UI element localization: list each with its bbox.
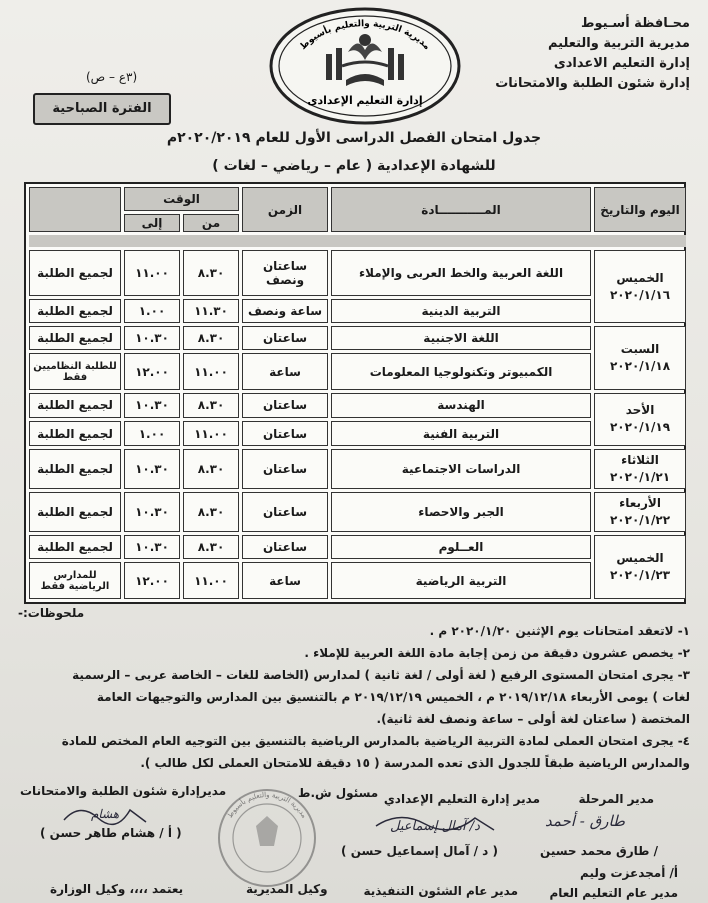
subject-cell: الكمبيوتر وتكنولوجيا المعلومات [331, 353, 591, 390]
day-date: ٢٠٢٠/١/٢٢ [609, 513, 671, 528]
stamp-text: مديرية التربية والتعليم بأسيوط [225, 790, 309, 820]
svg-text:مديرية التربية والتعليم بأسيوط [226, 791, 309, 820]
day-name: الأربعاء [619, 496, 661, 511]
table-row [29, 393, 686, 418]
day-cell [594, 449, 686, 489]
day-date: ٢٠٢٠/١/٢٣ [609, 568, 671, 583]
note-cell: لجميع الطلبة [29, 393, 121, 418]
stage-director-title: مدير المرحلة [578, 792, 654, 806]
subject-cell: الجبر والاحصاء [331, 492, 591, 532]
schedule-subtitle: للشهادة الإعدادية ( عام – رياضي – لغات ) [212, 158, 496, 174]
prep-director-title: مدير إدارة التعليم الإعدادي [383, 792, 540, 806]
note-item: لغات ) يومى الأربعاء ٢٠١٩/١٢/١٨ م ، الخميس ٢٠١٩/١٢/١٩ م بالتنسيق بين المدارس والتوجيهات العامة [96, 690, 690, 704]
note-cell: لجميع الطلبة [29, 299, 121, 323]
notes-section [10, 602, 690, 774]
header-authority [495, 14, 690, 94]
stage-director-name: / طارق محمد حسين [540, 844, 658, 858]
subject-cell: التربية الفنية [331, 421, 591, 446]
table-row [29, 299, 686, 323]
affairs-director-name: ( أ / هشام طاهر حسن ) [40, 826, 182, 840]
note-cell: لجميع الطلبة [29, 421, 121, 446]
subject-cell: العــلوم [331, 535, 591, 559]
affairs-director-signature-text: هشام [90, 807, 120, 821]
to-cell: ١٠.٣٠ [124, 393, 180, 418]
to-cell: ١٠.٣٠ [124, 535, 180, 559]
duration-cell: ساعتان [242, 492, 328, 532]
header-to: إلى [124, 214, 180, 232]
to-cell: ١٢.٠٠ [124, 353, 180, 390]
ministry-deputy-approval: يعتمد ،،،، وكيل الوزارة [50, 882, 184, 896]
note-cell: لجميع الطلبة [29, 250, 121, 296]
to-cell: ١٠.٣٠ [124, 492, 180, 532]
day-name: الخميس [616, 551, 664, 566]
logo-text-bottom: إدارة التعليم الإعدادى [307, 94, 423, 107]
subject-cell: الهندسة [331, 393, 591, 418]
day-name: الثلاثاء [621, 453, 659, 468]
note-cell: للمدارس الرياضية فقط [29, 562, 121, 599]
header-time: الوقت [124, 187, 239, 211]
header-from: من [183, 214, 239, 232]
duration-cell: ساعتان [242, 326, 328, 350]
from-cell: ٨.٣٠ [183, 535, 239, 559]
day-name: الأحد [625, 403, 655, 418]
header-line: مديرية التربية والتعليم [547, 36, 690, 51]
executive-affairs-director: مدير عام الشئون التنفيذية [363, 884, 518, 898]
note-cell: للطلبة النظاميين فقط [29, 353, 121, 390]
header-duration: الزمن [242, 187, 328, 232]
from-cell: ١١.٠٠ [183, 353, 239, 390]
table-row [29, 492, 686, 532]
note-cell: لجميع الطلبة [29, 535, 121, 559]
note-item: المختصة ( ساعتان لغة أولى – ساعة ونصف لغة ثانية). [376, 712, 690, 726]
prep-director-signature [370, 804, 500, 838]
note-item: ٣- يجرى امتحان المستوى الرفيع ( لغة أولى / لغة ثانية ) لمدارس (الخاصة للغات – الخاصة عربى – الرسمية [72, 668, 690, 682]
general-education-director: مدير عام التعليم العام [549, 886, 678, 900]
duration-cell: ساعة [242, 562, 328, 599]
schedule-title: جدول امتحان الفصل الدراسى الأول للعام ٢٠٢٠/٢٠١٩م [166, 130, 542, 146]
from-cell: ٨.٣٠ [183, 250, 239, 296]
table-row [29, 326, 686, 350]
to-cell: ١٠.٣٠ [124, 326, 180, 350]
period-label: الفترة الصباحية [33, 93, 171, 125]
table-row [29, 535, 686, 559]
from-cell: ١١.٠٠ [183, 421, 239, 446]
official-stamp [212, 786, 322, 890]
note-cell: لجميع الطلبة [29, 326, 121, 350]
day-date: ٢٠٢٠/١/١٩ [609, 420, 671, 435]
from-cell: ٨.٣٠ [183, 492, 239, 532]
day-cell [594, 492, 686, 532]
subject-cell: اللغة العربية والخط العربى والإملاء [331, 250, 591, 296]
duration-cell: ساعة [242, 353, 328, 390]
duration-cell: ساعتان [242, 421, 328, 446]
note-item: والمدارس الرياضية طبقاً للجدول الذى تعده المدرسة ( ١٥ دقيقة للامتحان العملى لكل طالب ). [140, 756, 690, 770]
header-notes [29, 187, 121, 232]
note-cell: لجميع الطلبة [29, 492, 121, 532]
table-row [29, 562, 686, 599]
duration-cell: ساعتان [242, 535, 328, 559]
day-date: ٢٠٢٠/١/١٦ [609, 287, 671, 302]
day-date: ٢٠٢٠/١/٢١ [609, 470, 671, 485]
day-cell [594, 250, 686, 323]
prep-director-name: ( د / آمال إسماعيل حسن ) [341, 844, 498, 858]
stage-director-signature [530, 806, 640, 836]
to-cell: ١.٠٠ [124, 299, 180, 323]
day-date: ٢٠٢٠/١/١٨ [609, 358, 671, 373]
header-subject: المـــــــــــادة [331, 187, 591, 232]
duration-cell: ساعتان ونصف [242, 250, 328, 296]
from-cell: ٨.٣٠ [183, 393, 239, 418]
duration-cell: ساعة ونصف [242, 299, 328, 323]
day-cell [594, 326, 686, 390]
from-cell: ١١.٣٠ [183, 299, 239, 323]
prep-director-signature-text: د/ آمال إسماعيل [390, 819, 480, 834]
exam-schedule-table [24, 182, 686, 604]
from-cell: ٨.٣٠ [183, 326, 239, 350]
day-cell [594, 535, 686, 599]
day-cell [594, 393, 686, 446]
to-cell: ١.٠٠ [124, 421, 180, 446]
notes-heading: ملحوظات:- [18, 606, 85, 620]
duration-cell: ساعتان [242, 393, 328, 418]
to-cell: ١٠.٣٠ [124, 449, 180, 489]
table-row [29, 421, 686, 446]
table-row [29, 250, 686, 296]
duration-cell: ساعتان [242, 449, 328, 489]
logo-text-top: مديرية التربية والتعليم بأسيوط [298, 19, 432, 53]
from-cell: ٨.٣٠ [183, 449, 239, 489]
table-row [29, 449, 686, 489]
table-row [29, 353, 686, 390]
deputy-directorate: وكيل المديرية [246, 882, 328, 896]
official-title: مسئول ش.ط [298, 786, 379, 800]
directorate-logo [268, 6, 462, 126]
to-cell: ١٢.٠٠ [124, 562, 180, 599]
subject-cell: التربية الرياضية [331, 562, 591, 599]
from-cell: ١١.٠٠ [183, 562, 239, 599]
header-day: اليوم والتاريخ [594, 187, 686, 232]
affairs-director-title: مديرإدارة شئون الطلبة والامتحانات [20, 784, 227, 798]
header-line: محـافظة أسـيوط [581, 16, 690, 31]
third-signatory-name: أ/ أمجدعزت وليم [580, 866, 678, 880]
note-cell: لجميع الطلبة [29, 449, 121, 489]
form-code: (٣ع – ص) [86, 70, 138, 84]
subject-cell: اللغة الاجنبية [331, 326, 591, 350]
stage-director-signature-text: طارق - أحمد [545, 812, 625, 830]
subject-cell: التربية الدينية [331, 299, 591, 323]
note-item: ٤- يجرى امتحان العملى لمادة التربية الرياضية بالمدارس الرياضية بالتنسيق بين التوجيه العام المختص للمادة [61, 734, 690, 748]
day-name: الخميس [616, 270, 664, 285]
header-line: إدارة شئون الطلبة والامتحانات [495, 76, 690, 91]
header-line: إدارة التعليم الاعدادى [553, 56, 690, 71]
note-item: ٢- يخصص عشرون دقيقة من زمن إجابة مادة اللغة العربية للإملاء . [304, 646, 690, 660]
subject-cell: الدراسات الاجتماعية [331, 449, 591, 489]
to-cell: ١١.٠٠ [124, 250, 180, 296]
note-item: ١- لاتعقد امتحانات يوم الإثنين ٢٠٢٠/١/٢٠ م . [429, 624, 690, 638]
day-name: السبت [620, 341, 660, 356]
